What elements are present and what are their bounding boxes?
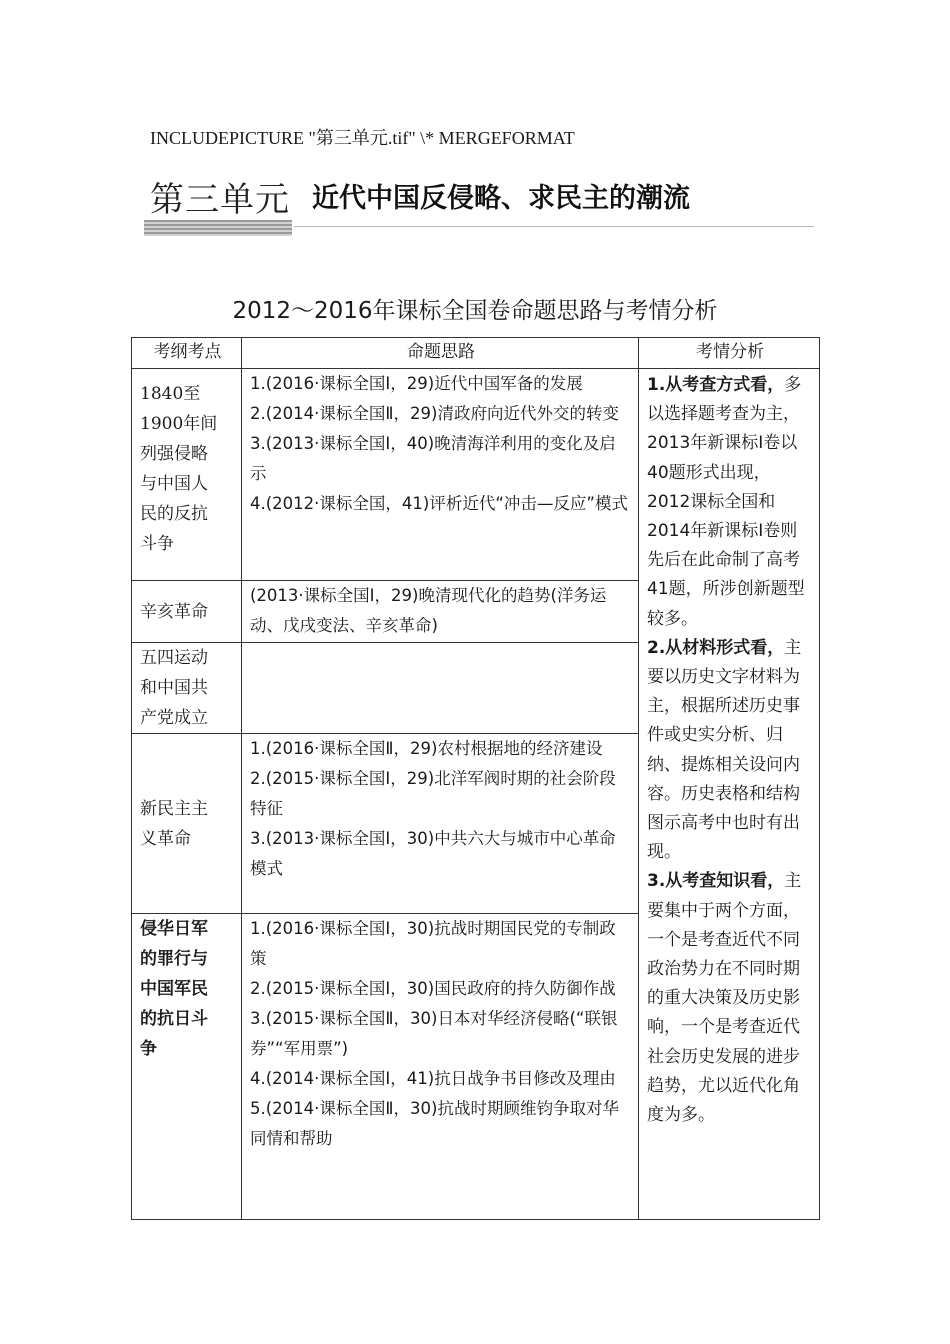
table-row <box>132 369 820 581</box>
topic-text: 辛亥革命 <box>140 601 208 622</box>
ideas-cell <box>242 581 639 643</box>
idea-item: 2.(2014·课标全国Ⅱ，29)清政府向近代外交的转变 <box>250 404 619 423</box>
ideas-cell <box>242 734 639 914</box>
analysis-text: 主要以历史文字材料为主，根据所述历史事件或史实分析、归纳、提炼相关设问内容。历史表格和结构图示高考中也时有出现。 <box>647 637 802 863</box>
banner-rule <box>294 226 814 227</box>
analysis-lead: 3.从考查知识看， <box>647 871 785 892</box>
unit-banner <box>144 168 814 238</box>
idea-item: 1.(2016·课标全国Ⅰ，30)抗战时期国民党的专制政策 <box>250 919 616 968</box>
topic-text: 新民主主义革命 <box>140 798 208 849</box>
header-analysis: 考情分析 <box>639 338 820 369</box>
idea-item: 1.(2016·课标全国Ⅱ，29)农村根据地的经济建设 <box>250 739 603 758</box>
table-title: 2012～2016年课标全国卷命题思路与考情分析 <box>232 298 718 324</box>
unit-title: 近代中国反侵略、求民主的潮流 <box>312 183 690 214</box>
ideas-cell <box>242 369 639 581</box>
analysis-para <box>647 634 813 868</box>
banner-decor-bar <box>144 220 292 236</box>
topic-cell <box>132 369 242 581</box>
analysis-text: 主要集中于两个方面，一个是考查近代不同政治势力在不同时期的重大决策及历史影响，一个是考查近代社会历史发展的进步趋势，尤以近代化角度为多。 <box>647 871 802 1126</box>
exam-analysis-table <box>131 337 820 1220</box>
analysis-lead: 1.从考查方式看， <box>647 375 785 395</box>
table-header-row <box>132 338 820 369</box>
topic-text: 1840至1900年间列强侵略与中国人民的反抗斗争 <box>140 384 218 554</box>
analysis-para <box>647 867 813 1130</box>
idea-item: 4.(2014·课标全国Ⅰ，41)抗日战争书目修改及理由 <box>250 1069 616 1088</box>
topic-cell <box>132 643 242 734</box>
topic-cell <box>132 914 242 1220</box>
idea-item: 1.(2016·课标全国Ⅰ，29)近代中国军备的发展 <box>250 374 583 393</box>
topic-text: 侵华日军的罪行与中国军民的抗日斗争 <box>140 919 208 1059</box>
idea-item: (2013·课标全国Ⅰ，29)晚清现代化的趋势(洋务运动、戊戌变法、辛亥革命) <box>250 586 607 635</box>
topic-cell <box>132 734 242 914</box>
idea-item: 2.(2015·课标全国Ⅰ，29)北洋军阀时期的社会阶段特征 <box>250 769 616 818</box>
unit-label: 第三单元 <box>150 180 290 220</box>
topic-text: 五四运动和中国共产党成立 <box>140 648 208 728</box>
analysis-lead: 2.从材料形式看， <box>647 637 785 658</box>
topic-cell <box>132 581 242 643</box>
ideas-cell <box>242 914 639 1220</box>
idea-item: 3.(2013·课标全国Ⅰ，30)中共六大与城市中心革命模式 <box>250 829 616 878</box>
idea-item: 3.(2015·课标全国Ⅱ，30)日本对华经济侵略(“联银券”“军用票”) <box>250 1009 618 1058</box>
include-picture-field: INCLUDEPICTURE "第三单元.tif" \* MERGEFORMAT <box>150 128 575 148</box>
idea-item: 4.(2012·课标全国，41)评析近代“冲击—反应”模式 <box>250 494 628 513</box>
analysis-para <box>647 371 813 634</box>
idea-item: 2.(2015·课标全国Ⅰ，30)国民政府的持久防御作战 <box>250 979 616 998</box>
header-ideas: 命题思路 <box>242 338 639 369</box>
idea-item: 3.(2013·课标全国Ⅰ，40)晚清海洋利用的变化及启示 <box>250 434 616 483</box>
ideas-cell <box>242 643 639 734</box>
header-topic: 考纲考点 <box>132 338 242 369</box>
analysis-text: 多以选择题考查为主，2013年新课标Ⅰ卷以40题形式出现，2012课标全国和2014年新课标Ⅰ卷则先后在此命制了高考41题，所涉创新题型较多。 <box>647 375 805 629</box>
idea-item: 5.(2014·课标全国Ⅱ，30)抗战时期顾维钧争取对华同情和帮助 <box>250 1099 619 1148</box>
analysis-cell <box>639 369 820 1220</box>
